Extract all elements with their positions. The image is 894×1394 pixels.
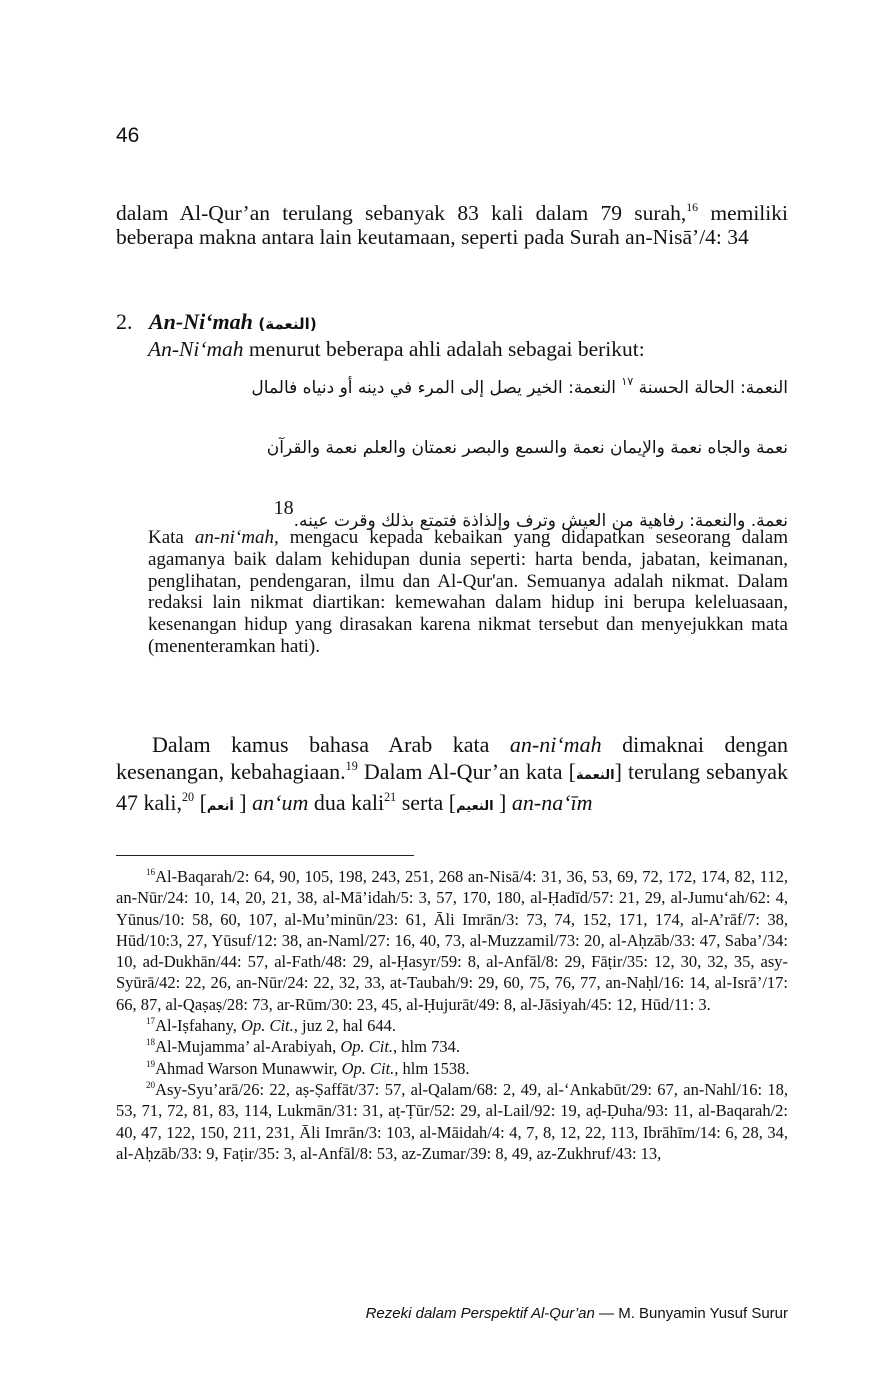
footnotes: [116, 866, 788, 1164]
footnote-number-18: 18: [146, 1037, 156, 1048]
footnote-19-a: Ahmad Warson Munawwir,: [155, 1058, 342, 1078]
footnote-20: [116, 1079, 788, 1164]
footnote-20-text: Asy-Syu’arā/26: 22, aṣ-Ṣaffāt/37: 57, al-Qalam/68: 2, 49, al-‘Ankabūt/29: 67, an-Nahl/16: 18, 53, 71, 72, 81, 83, 114, Lukmān/31: 31, aṭ-Ṭūr/52: 29, al-Lail/92: 19, aḍ-Ḍuha/93: 11, al-Baqarah/2: 40, 47, 122, 150, 211, 231, Āli Imrān/3: 103, al-Māidah/4: 4, 7, 8, 12, 22, 113, Ibrāhīm/14: 6, 28, 34, al-Aḥzāb/33: 9, Faṭir/35: 3, al-Anfāl/8: 53, az-Zumar/39: 8, 49, az-Zukhruf/43: 13,: [116, 1079, 788, 1163]
footnote-number-17: 17: [146, 1016, 156, 1027]
para1-text: dalam Al-Qur’an terulang sebanyak 83 kali dalam 79 surah,: [116, 201, 687, 225]
footnote-18-a: Al-Mujamma’ al-Arabiyah,: [155, 1037, 341, 1057]
arabic-line-1: [148, 368, 788, 428]
arabic-line-1a: النعمة: الحالة الحسنة: [638, 378, 788, 398]
footnote-17: [116, 1015, 788, 1036]
para2-text: mengacu kepada kebaikan yang didapatkan seseorang dalam agamanya baik dalam kehidupan dunia seperti: harta benda, jabatan, keimanan, penglihatan, pendengaran, ilmu dan Al-Qur'an. Semuanya adalah nikmat. Dalam redaksi lain nikmat diartikan: kemewahan dalam hidup ini berupa keleluasaan, kesenangan hidup yang dirasakan karena nikmat tersebut dan menyejukkan mata (menenteramkan hati).: [148, 527, 788, 657]
p3-t9: ]: [493, 790, 512, 815]
p3-term2: an‘um: [252, 790, 309, 815]
arabic-quotation: [148, 368, 788, 548]
para2-lead: Kata: [148, 527, 195, 548]
p3-t8: serta [: [396, 790, 457, 815]
intro-term: An-Ni‘mah: [148, 337, 244, 361]
p3-term1: an-ni‘mah: [509, 732, 602, 757]
footnote-18: [116, 1036, 788, 1057]
footnote-divider: [116, 855, 414, 856]
footer-author: — M. Bunyamin Yusuf Surur: [594, 1305, 788, 1322]
intro-line: [148, 336, 788, 362]
footnote-17-c: , juz 2, hal 644.: [293, 1016, 396, 1036]
footnote-16: [116, 866, 788, 1015]
footnote-number-16: 16: [146, 867, 156, 878]
running-footer: [366, 1305, 788, 1322]
p3-term3: an-na‘īm: [511, 790, 593, 815]
footnote-19-b: Op. Cit.: [341, 1058, 395, 1078]
footnote-17-b: Op. Cit.: [241, 1016, 294, 1036]
p3-t4: ] terulang sebanyak 47 kali,: [116, 759, 789, 815]
p3-t7: dua kali: [308, 790, 385, 815]
p3-arabic-3: النعيم: [456, 799, 494, 814]
footnote-ref-19: 19: [345, 758, 358, 773]
heading-arabic: (النعمة): [258, 315, 317, 333]
footnote-number-19: 19: [146, 1058, 156, 1069]
para1-text-2: memiliki beberapa makna antara lain keutamaan, seperti pada Surah an-Nisā’/4: 34: [116, 201, 788, 249]
body-paragraph-3: [116, 731, 788, 820]
footnote-ref-21: 21: [384, 789, 397, 804]
footnote-number-20: 20: [146, 1080, 156, 1091]
footnote-ref-20: 20: [182, 789, 195, 804]
p3-t1: Dalam kamus bahasa Arab kata: [152, 732, 510, 757]
footnote-17-a: Al-Iṣfahany,: [155, 1016, 242, 1036]
heading-term: An-Ni‘mah: [149, 309, 253, 334]
intro-text: menurut beberapa ahli adalah sebagai berikut:: [243, 337, 645, 361]
footnote-ref-18: 18: [273, 497, 294, 519]
arabic-line-2: نعمة والجاه نعمة والإيمان نعمة والسمع والبصر نعمتان والعلم نعمة والقرآن: [266, 438, 788, 458]
footnote-19: [116, 1058, 788, 1079]
body-paragraph-1: [116, 201, 788, 249]
p3-t5: [: [194, 790, 207, 815]
arabic-line-1b: النعمة: الخير يصل إلى المرء في دينه أو دنياه فالمال: [251, 378, 622, 398]
p3-arabic-2: أنعم: [206, 799, 234, 814]
page-number: 46: [116, 124, 140, 147]
arabic-line-3-text: نعمة. والنعمة: رفاهية من العيش وترف وإلذاذة فتمتع بذلك وقرت عينه.: [293, 511, 788, 531]
footer-book-title: Rezeki dalam Perspektif Al-Qur’an: [365, 1305, 595, 1322]
footnote-18-c: , hlm 734.: [393, 1037, 460, 1057]
footnote-16-text: Al-Baqarah/2: 64, 90, 105, 198, 243, 251, 268 an-Nisā/4: 31, 36, 53, 69, 72, 172, 174, 82, 112, an-Nūr/24: 10, 14, 20, 21, 38, al-Mā’idah/5: 3, 57, 170, 180, al-Ḥadīd/57: 21, 29, al-Jumu‘ah/62: 4, Yūnus/10: 58, 60, 107, al-Mu’minūn/23: 61, Āli Imrān/3: 73, 74, 152, 171, 174, al-A’rāf/7: 38, Hūd/10:3, 27, Yūsuf/12: 38, an-Naml/27: 16, 40, 73, al-Muzzamil/73: 20, al-Aḥzāb/33: 47, Saba’/34: 10, ad-Dukhān/44: 57, al-Fath/48: 29, al-Ḥasyr/59: 8, al-Anfāl/8: 29, Fāṭir/35: 12, 30, 32, 35, asy-Syūrā/42: 22, 26, an-Nūr/24: 22, 32, 33, at-Taubah/9: 29, 60, 75, 76, 77, an-Naḥl/16: 14, al-Isrā’/17: 66, 87, al-Qaṣaṣ/28: 73, ar-Rūm/30: 23, 45, al-Ḥujurāt/49: 8, al-Jāsiyah/45: 12, Hūd/11: 3.: [116, 867, 788, 1014]
heading-number: 2.: [116, 309, 133, 334]
explanation-paragraph: [148, 527, 788, 658]
section-heading: [116, 309, 317, 337]
footnote-19-c: , hlm 1538.: [394, 1058, 470, 1078]
footnote-18-b: Op. Cit.: [340, 1037, 394, 1057]
p3-t2: dimaknai dengan kesenangan, kebahagiaan.: [116, 732, 789, 784]
para2-term: an-ni‘mah,: [194, 527, 279, 548]
p3-t6: ]: [233, 790, 253, 815]
p3-arabic-1: النعمة: [575, 768, 615, 783]
footnote-ref-16: 16: [686, 200, 699, 215]
footnote-ref-17: ١٧: [621, 374, 634, 388]
p3-t3: Dalam Al-Qur’an kata [: [357, 759, 576, 784]
